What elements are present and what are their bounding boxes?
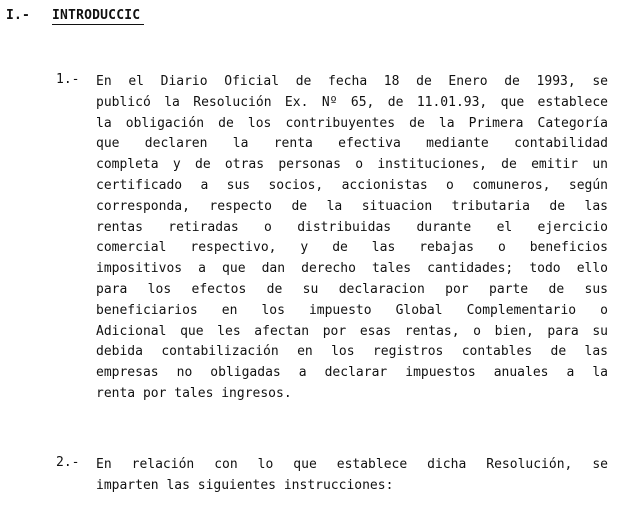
item-number: 2.- — [56, 455, 80, 470]
section-number: I.- — [6, 8, 31, 23]
section-heading — [6, 8, 144, 25]
paragraph-line: renta por tales ingresos. — [96, 385, 292, 401]
paragraph-line: que declaren la renta efectiva mediante contabilidad — [96, 136, 608, 152]
paragraph-line: En relación con lo que establece dicha Resolución, se — [96, 457, 608, 472]
paragraph-line: rentas retiradas o distribuidas durante el ejercicio — [96, 219, 608, 235]
paragraph-line: debida contabilización en los registros contables de las — [96, 344, 608, 360]
paragraph-line: Adicional que les afectan por esas rentas, o bien, para su — [96, 323, 608, 339]
paragraph-line: En el Diario Oficial de fecha 18 de Enero de 1993, se — [96, 74, 608, 89]
paragraph-line: imparten las siguientes instrucciones: — [96, 477, 394, 493]
paragraph-line: la obligación de los contribuyentes de la Primera Categoría — [96, 115, 608, 131]
paragraph-line: comercial respectivo, y de las rebajas o beneficios — [96, 240, 608, 256]
item-number: 1.- — [56, 72, 80, 87]
paragraph-line: para los efectos de su declaracion por parte de sus — [96, 281, 608, 297]
paragraph-line: publicó la Resolución Ex. Nº 65, de 11.01.93, que establece — [96, 94, 608, 110]
paragraph — [96, 455, 608, 497]
paragraph-line: completa y de otras personas o instituciones, de emitir un — [96, 157, 608, 173]
paragraph-line: empresas no obligadas a declarar impuestos anuales a la — [96, 365, 608, 381]
paragraph-line: corresponda, respecto de la situacion tributaria de las — [96, 198, 608, 214]
section-title: INTRODUCCIC — [52, 8, 144, 25]
paragraph-line: beneficiarios en los impuesto Global Complementario o — [96, 302, 608, 318]
paragraph-line: impositivos a que dan derecho tales cantidades; todo ello — [96, 261, 608, 277]
paragraph — [96, 72, 608, 405]
paragraph-line: certificado a sus socios, accionistas o comuneros, según — [96, 177, 608, 193]
